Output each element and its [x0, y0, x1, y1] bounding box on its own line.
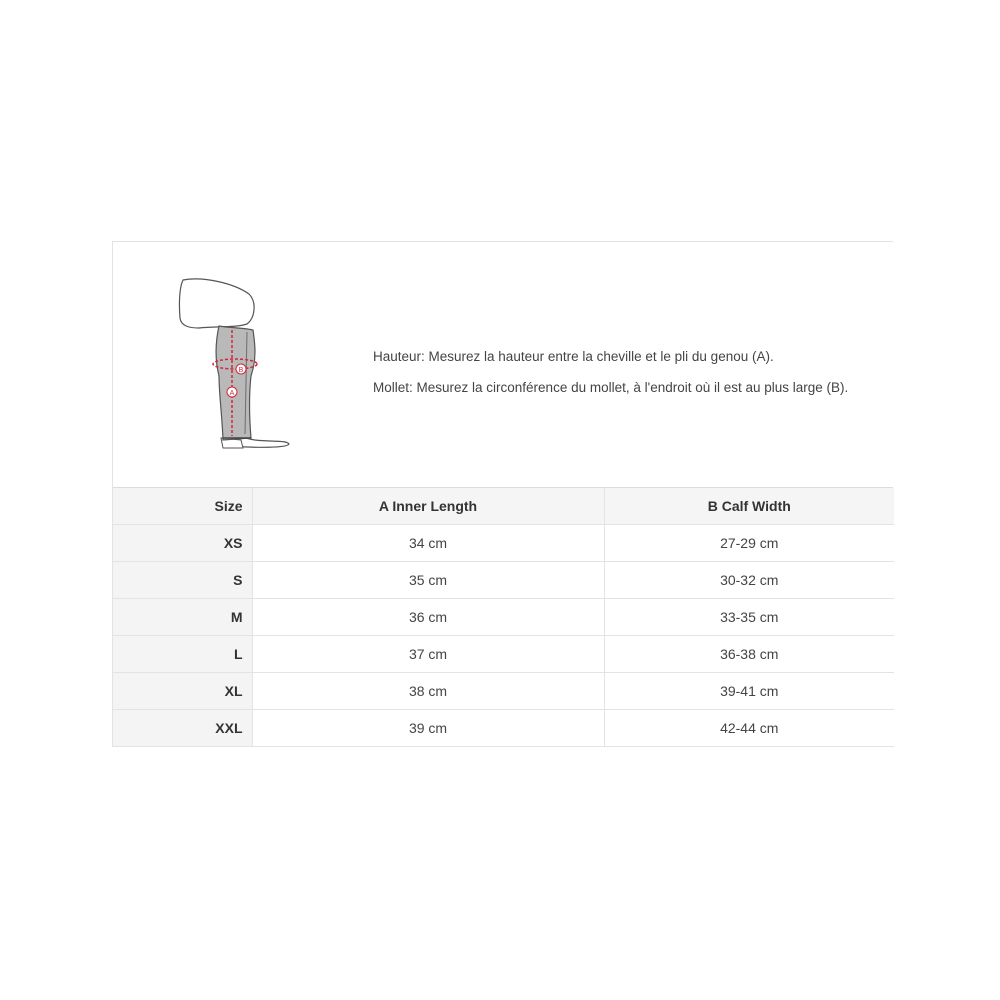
- table-row: [113, 673, 894, 710]
- measurement-instructions: [373, 349, 883, 411]
- header-calf-width: B Calf Width: [604, 488, 894, 525]
- calf-instruction: Mollet: Mesurez la circonférence du mollet, à l'endroit où il est au plus large (B).: [373, 380, 849, 395]
- calf-width-value: 36-38 cm: [604, 636, 894, 673]
- inner-length-value: 35 cm: [252, 562, 604, 599]
- inner-length-value: 39 cm: [252, 710, 604, 747]
- calf-width-value: 42-44 cm: [604, 710, 894, 747]
- inner-length-value: 38 cm: [252, 673, 604, 710]
- inner-length-value: 36 cm: [252, 599, 604, 636]
- inner-length-value: 37 cm: [252, 636, 604, 673]
- header-inner-length: A Inner Length: [252, 488, 604, 525]
- inner-length-value: 34 cm: [252, 525, 604, 562]
- calf-width-value: 39-41 cm: [604, 673, 894, 710]
- label-a-text: A: [229, 390, 235, 397]
- size-label: XS: [113, 525, 252, 562]
- thigh-outline: [179, 279, 254, 328]
- size-guide: [112, 241, 893, 747]
- calf-width-value: 27-29 cm: [604, 525, 894, 562]
- size-label: XL: [113, 673, 252, 710]
- table-row: [113, 636, 894, 673]
- calf-width-value: 30-32 cm: [604, 562, 894, 599]
- label-b-text: B: [238, 367, 244, 374]
- gaiter-shape: [216, 326, 255, 440]
- table-row: [113, 710, 894, 747]
- size-label: S: [113, 562, 252, 599]
- size-table: [113, 488, 894, 747]
- table-header-row: [113, 488, 894, 525]
- size-label: XXL: [113, 710, 252, 747]
- calf-width-value: 33-35 cm: [604, 599, 894, 636]
- table-row: [113, 525, 894, 562]
- height-instruction: Hauteur: Mesurez la hauteur entre la cheville et le pli du genou (A).: [373, 349, 774, 364]
- measurement-intro: [113, 242, 893, 488]
- table-row: [113, 599, 894, 636]
- header-size: Size: [113, 488, 252, 525]
- leg-measurement-illustration: [175, 274, 295, 450]
- table-row: [113, 562, 894, 599]
- size-label: L: [113, 636, 252, 673]
- size-label: M: [113, 599, 252, 636]
